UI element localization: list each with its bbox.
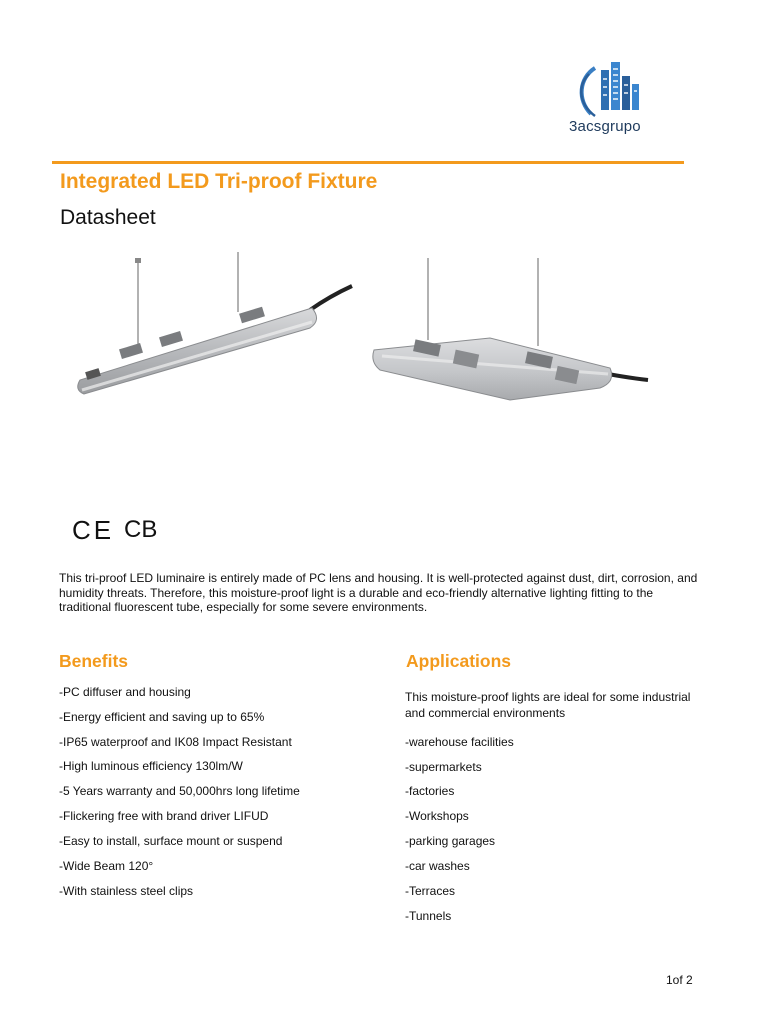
document-title: Integrated LED Tri-proof Fixture: [60, 170, 378, 193]
application-item: -car washes: [405, 859, 470, 873]
benefit-item: -Wide Beam 120°: [59, 859, 154, 873]
benefit-item: -Flickering free with brand driver LIFUD: [59, 809, 269, 823]
fixture-angled-image: [60, 248, 360, 418]
benefit-item: -With stainless steel clips: [59, 884, 194, 898]
benefit-item: -Energy efficient and saving up to 65%: [59, 710, 265, 724]
application-item: -factories: [405, 784, 455, 798]
benefit-item: -5 Years warranty and 50,000hrs long lifetime: [59, 784, 300, 798]
benefit-item: -PC diffuser and housing: [59, 685, 191, 699]
ce-mark-icon: CE: [72, 515, 115, 544]
applications-heading: Applications: [406, 651, 512, 671]
application-item: -Workshops: [405, 809, 469, 823]
header-divider: [52, 161, 684, 164]
benefit-item: -Easy to install, surface mount or suspend: [59, 834, 283, 848]
application-item: -Terraces: [405, 884, 456, 898]
applications-intro: This moisture-proof lights are ideal for some industrial and commercial environments: [405, 690, 691, 720]
product-description: This tri-proof LED luminaire is entirely made of PC lens and housing. It is well-protected against dust, dirt, corrosion, and humidity threats. Therefore, this moisture-proof light is a durable and eco-friendly alternative lighting fitting to the traditional fluorescent tube, especially for some severe environments.: [59, 571, 698, 614]
application-item: -warehouse facilities: [405, 735, 514, 749]
application-item: -supermarkets: [405, 760, 482, 774]
page-number: 1of 2: [666, 973, 693, 987]
benefit-item: -IP65 waterproof and IK08 Impact Resistant: [59, 735, 292, 749]
cb-mark-icon: CB: [124, 516, 158, 543]
certification-marks: [72, 512, 172, 544]
application-item: -parking garages: [405, 834, 496, 848]
benefits-heading: Benefits: [59, 651, 129, 671]
fixture-side-image: [360, 250, 660, 420]
company-name: 3acsgrupo: [569, 118, 641, 135]
application-item: -Tunnels: [405, 909, 452, 923]
benefit-item: -High luminous efficiency 130lm/W: [59, 759, 243, 773]
document-subtitle: Datasheet: [60, 206, 156, 229]
